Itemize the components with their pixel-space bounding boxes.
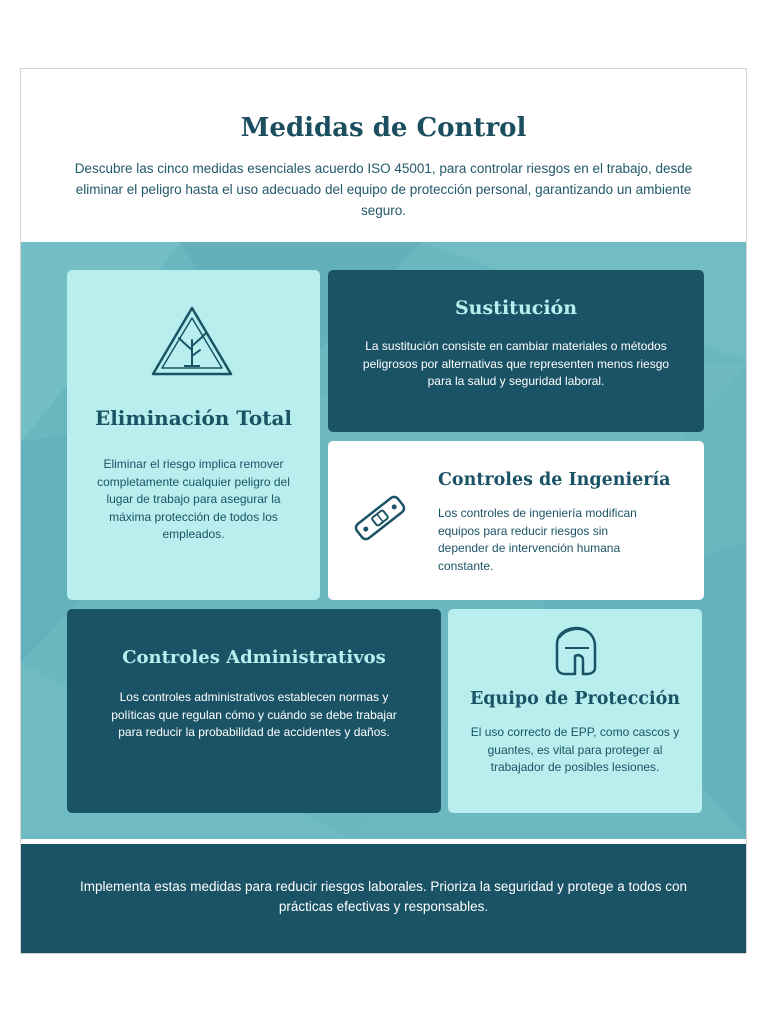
administrativos-text: Los controles administrativos establecen normas y políticas que regulan cómo y cuándo se debe trabajar para reducir la probabilidad de accidentes y daños.: [111, 690, 397, 739]
card-ingenieria: [328, 441, 704, 600]
sustitucion-text: La sustitución consiste en cambiar materiales o métodos peligrosos por alternativas que representen menos riesgo para la salud y seguridad laboral.: [362, 339, 670, 388]
footer-section: [21, 844, 746, 954]
proteccion-text: El uso correcto de EPP, como cascos y guantes, es vital para proteger al trabajador de posibles lesiones.: [470, 725, 680, 774]
page-title: Medidas de Control: [240, 113, 527, 143]
page-subtitle: Descubre las cinco medidas esenciales acuerdo ISO 45001, para controlar riesgos en el trabajo, desde eliminar el peligro hasta el uso adecuado del equipo de protección personal, garantizando un ambiente seguro.: [74, 161, 693, 218]
sustitucion-title: Sustitución: [454, 297, 578, 319]
eliminacion-text: Eliminar el riesgo implica remover completamente cualquier peligro del lugar de trabajo para asegurar la máxima protección de todos los empleados.: [97, 457, 290, 541]
cards-section: [21, 242, 746, 839]
card-eliminacion: [67, 270, 320, 600]
ingenieria-text: Los controles de ingeniería modifican equipos para reducir riesgos sin depender de intervención humana constante.: [438, 506, 637, 573]
level-tool-icon: [350, 487, 410, 549]
spartan-helmet-icon: [551, 626, 599, 678]
proteccion-title: Equipo de Protección: [469, 689, 681, 709]
footer-text: Implementa estas medidas para reducir riesgos laborales. Prioriza la seguridad y protege a todos con prácticas efectivas y responsables.: [79, 879, 688, 914]
card-proteccion: [448, 609, 702, 813]
header-section: [21, 69, 746, 242]
ingenieria-title: Controles de Ingeniería: [438, 470, 671, 490]
eliminacion-title: Eliminación Total: [94, 406, 293, 430]
infographic-page: [20, 68, 747, 954]
card-administrativos: [67, 609, 441, 813]
administrativos-title: Controles Administrativos: [122, 647, 386, 668]
warning-triangle-tree-icon: [149, 304, 235, 378]
card-sustitucion: [328, 270, 704, 432]
